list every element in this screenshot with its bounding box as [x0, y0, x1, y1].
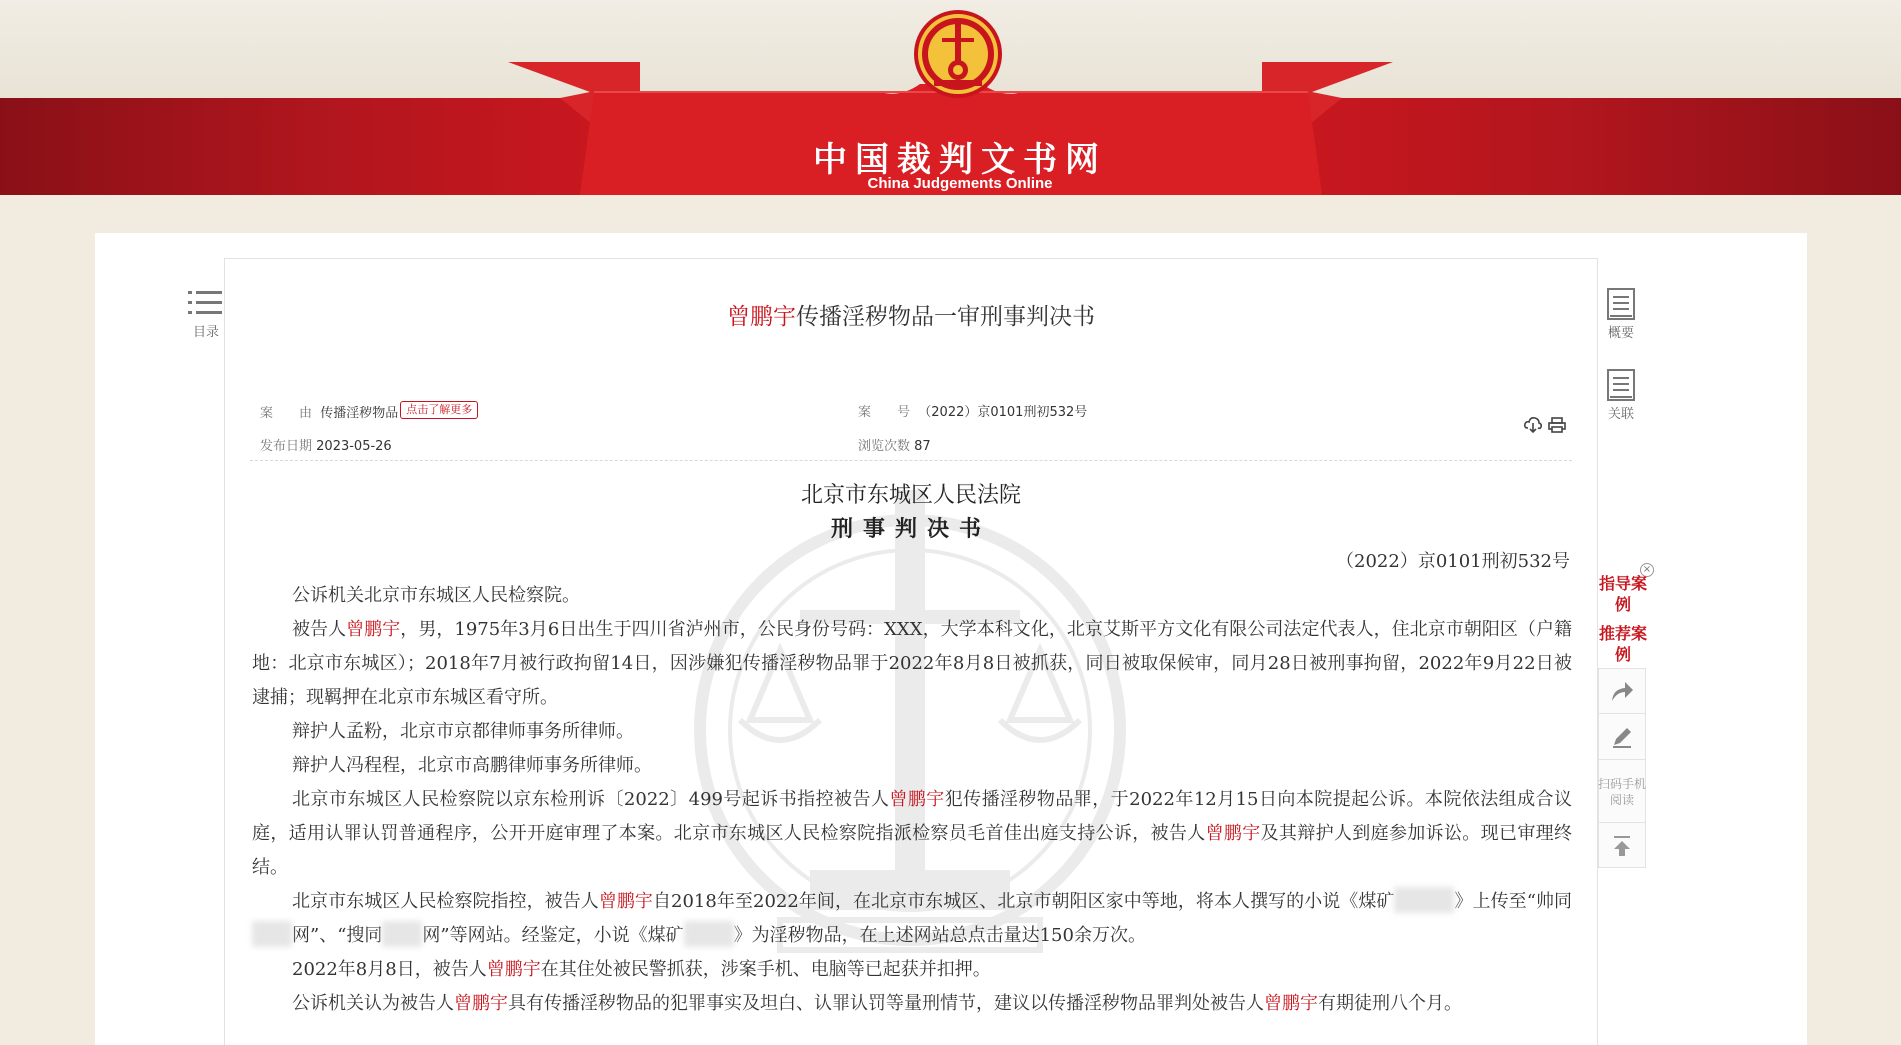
- related-button[interactable]: [1597, 369, 1645, 422]
- paragraph: 辩护人冯程程，北京市高鹏律师事务所律师。: [292, 755, 652, 776]
- promo-links: [1598, 573, 1648, 665]
- redacted-text: [1394, 887, 1454, 913]
- case-number: （2022）京0101刑初532号: [1336, 551, 1570, 572]
- related-label: 关联: [1607, 407, 1634, 422]
- meta-cause: 案 由 传播淫秽物品 点击了解更多: [260, 401, 478, 421]
- court-emblem-icon: [912, 8, 1004, 100]
- judgment-body: [252, 579, 1572, 1021]
- meta-views: 浏览次数 87: [858, 439, 931, 454]
- meta-case-no: 案 号 （2022）京0101刑初532号: [858, 405, 1088, 420]
- arrow-up-icon: [1611, 834, 1633, 858]
- meta-divider: [250, 460, 1572, 461]
- title-rest: 传播淫秽物品一审刑事判决书: [796, 304, 1095, 330]
- guide-case-link[interactable]: 指导案例: [1598, 574, 1647, 614]
- download-icon[interactable]: [1524, 416, 1542, 434]
- print-icon[interactable]: [1548, 416, 1566, 434]
- paragraph: 公诉机关认为被告人曾鹏宇具有传播淫秽物品的犯罪事实及坦白、认罪认罚等量刑情节，建议以传播淫秽物品罪判处被告人曾鹏宇有期徒刑八个月。: [292, 993, 1462, 1014]
- list-icon: [188, 288, 224, 318]
- recommend-case-link[interactable]: 推荐案例: [1598, 624, 1647, 664]
- pencil-icon: [1610, 725, 1634, 749]
- paragraph: 北京市东城区人民检察院以京东检刑诉〔2022〕499号起诉书指控被告人曾鹏宇犯传播淫秽物品罪，于2022年12月15日向本院提起公诉。本院依法组成合议庭，适用认罪认罚普通程序，公开开庭审理了本案。北京市东城区人民检察院指派检察员毛首佳出庭支持公诉，被告人曾鹏宇及其辩护人到庭参加诉讼。现已审理终结。: [252, 789, 1573, 878]
- back-to-top-button[interactable]: [1598, 822, 1646, 868]
- document-icon: [1606, 288, 1636, 320]
- defendant-name: 曾鹏宇: [727, 304, 796, 330]
- paragraph: 被告人曾鹏宇，男，1975年3月6日出生于四川省泸州市，公民身份号码：XXX，大学本科文化，北京艾斯平方文化有限公司法定代表人，住北京市朝阳区（户籍地：北京市东城区）；2018年7月被行政拘留14日，因涉嫌犯传播淫秽物品罪于2022年8月8日被抓获，同日被取保候审，同月28日被刑事拘留，2022年9月22日被逮捕；现羁押在北京市东城区看守所。: [252, 619, 1573, 708]
- redacted-text: [382, 921, 422, 947]
- redacted-text: [252, 921, 292, 947]
- share-icon: [1609, 679, 1635, 703]
- edit-button[interactable]: [1598, 714, 1646, 760]
- toc-button[interactable]: [184, 288, 228, 340]
- page-title: [224, 298, 1598, 331]
- paragraph: 公诉机关北京市东城区人民检察院。: [292, 585, 580, 606]
- court-name: 北京市东城区人民法院: [800, 483, 1021, 508]
- paragraph: 北京市东城区人民检察院指控，被告人曾鹏宇自2018年至2022年间，在北京市东城区、北京市朝阳区家中等地，将本人撰写的小说《煤矿 》上传至“帅同网”、“搜同 网”等网站。经鉴定，小说《煤矿 》为淫秽物品，在上述网站总点击量达150余万次。: [252, 885, 1572, 953]
- document-type: 刑事判决书: [830, 516, 991, 542]
- summary-label: 概要: [1607, 326, 1634, 341]
- document-list-icon: [1606, 369, 1636, 401]
- toc-label: 目录: [192, 325, 219, 340]
- redacted-text: [684, 921, 734, 947]
- paragraph: 2022年8月8日，被告人曾鹏宇在其住处被民警抓获，涉案手机、电脑等已起获并扣押。: [292, 959, 991, 980]
- summary-button[interactable]: [1597, 288, 1645, 341]
- site-subtitle: China Judgements Online: [867, 175, 1053, 192]
- site-title: 中国裁判文书网: [813, 140, 1107, 180]
- meta-date: 发布日期 2023-05-26: [260, 439, 392, 454]
- learn-more-tag[interactable]: 点击了解更多: [400, 401, 478, 419]
- meta-actions: [1524, 416, 1570, 436]
- share-button[interactable]: [1598, 668, 1646, 714]
- paragraph: 辩护人孟粉，北京市京都律师事务所律师。: [292, 721, 634, 742]
- promo-close-button[interactable]: ×: [1640, 563, 1654, 577]
- qr-scan-label[interactable]: 扫码手机阅读: [1598, 777, 1647, 807]
